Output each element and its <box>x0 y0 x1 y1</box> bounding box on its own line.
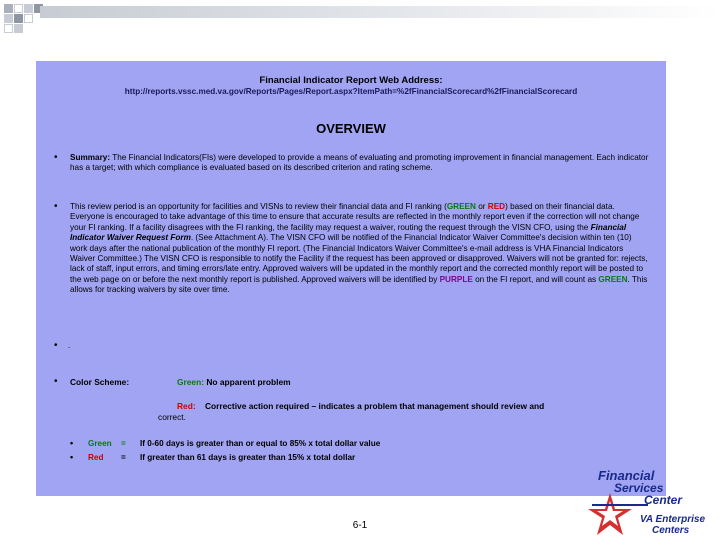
logo-line5: Centers <box>652 525 690 536</box>
logo-graphic <box>588 465 720 540</box>
bullet-dot-icon: • <box>54 152 58 163</box>
report-url[interactable]: http://reports.vssc.med.va.gov/Reports/Pages/Report.aspx?ItemPath=%2fFinancialScorecard%2fFinancialScorecard <box>124 87 578 96</box>
bullet-dot-icon: • <box>70 438 74 448</box>
logo-line1: Financial <box>598 468 655 483</box>
star-icon <box>588 493 648 535</box>
page-number: 6-1 <box>352 520 368 531</box>
top-gradient-bar <box>40 6 720 18</box>
report-address-title: Financial Indicator Report Web Address: <box>259 75 443 86</box>
financial-services-center-logo <box>588 465 720 540</box>
color-scheme-red-cont: correct. <box>158 412 186 422</box>
bullet-dot-icon: • <box>54 201 58 212</box>
logo-line3: Center <box>644 493 683 507</box>
waiver-form-name: Financial Indicator Waiver Request Form <box>70 222 627 243</box>
color-scheme-label: Color Scheme: <box>70 377 130 387</box>
overview-heading: OVERVIEW <box>316 121 386 136</box>
bullet-dot-icon: • <box>70 452 74 462</box>
bullet-dot-icon: • <box>54 340 58 351</box>
color-scheme-red: Red: Corrective action required – indicates a problem that management should review and <box>177 401 545 411</box>
summary-text: Summary: The Financial Indicators(FIs) were developed to provide a means of evaluating and promoting improvement in financial management. Each indicator has a target; with which compliance is evaluated based on its described criterion and rating scheme. <box>70 153 649 173</box>
logo-line2: Services <box>614 481 664 495</box>
content-panel: Financial Indicator Report Web Address: http://reports.vssc.med.va.gov/Reports/Pages/Report.aspx?ItemPath=%2fFinancialScorecard%2fFinancialScorecard OVERVIEW • Summary: The Financial Indicators(FIs) were developed to provide a means of evaluating and promoting improvement in financial management. Each indicator has a target; with which compliance is evaluated based on its described criterion and rating scheme. • This review period is an opportunity for facilities and VISNs to review their financial data and FI ranking (GREEN or RED) based on their financial data. Everyone is encouraged to take advantage of this time to ensure that accurate results are reflected in the monthly report even if the correction will not change your FI ranking. If a facility disagrees with the FI ranking, the facility may request a waiver, routing the request through the VISN CFO, using the Financial Indicator Waiver Request Form. (See Attachment A). The VISN CFO will be notified of the Financial Indicator Waiver Committee's decision within ten (10) work days after the national publication of the monthly FI report. (The Financial Indicators Waiver Committee's e-mail address is VHA Financial Indicators Waiver Committee.) The VISN CFO is responsible to notify the Facility if the request has been approved or disapproved. Waivers will not be granted for: rejects, lack of staff, input errors, and timing errors/late entry. Approved waivers will be updated in the monthly report and the corrected monthly report will be posted to the web page on or before the next monthly report is published. Approved waivers will be identified by PURPLE on the FI report, and will count as GREEN. This allows for tracking waivers by site over time. • . • Color Scheme: Green: No apparent problem Red: Corrective action required – indicates a problem that management should review and correct. • Green = If 0-60 days is greater than or equal to 85% x total dollar value • Red = If greater than 61 days is greater than 15% x total dollar <box>36 61 666 496</box>
review-text: This review period is an opportunity for facilities and VISNs to review their financial data and FI ranking (GREEN or RED) based on their financial data. Everyone is encouraged to take advantage of this time to ensure that accurate results are reflected in the monthly report even if the correction will not change your FI ranking. If a facility disagrees with the FI ranking, the facility may request a waiver, routing the request through the VISN CFO, using the Financial Indicator Waiver Request Form. (See Attachment A). The VISN CFO will be notified of the Financial Indicator Waiver Committee's decision within ten (10) work days after the national publication of the monthly FI report. (The Financial Indicators Waiver Committee's e-mail address is VHA Financial Indicators Waiver Committee.) The VISN CFO is responsible to notify the Facility if the request has been approved or disapproved. Waivers will not be granted for: rejects, lack of staff, input errors, and timing errors/late entry. Approved waivers will be updated in the monthly report and the corrected monthly report will be posted to the web page on or before the next monthly report is published. Approved waivers will be identified by PURPLE on the FI report, and will count as GREEN. This allows for tracking waivers by site over time. <box>70 202 648 295</box>
bullet-dot-icon: • <box>54 376 58 387</box>
logo-line4: VA Enterprise <box>640 514 706 525</box>
color-scheme-green: Green: No apparent problem <box>177 377 291 387</box>
